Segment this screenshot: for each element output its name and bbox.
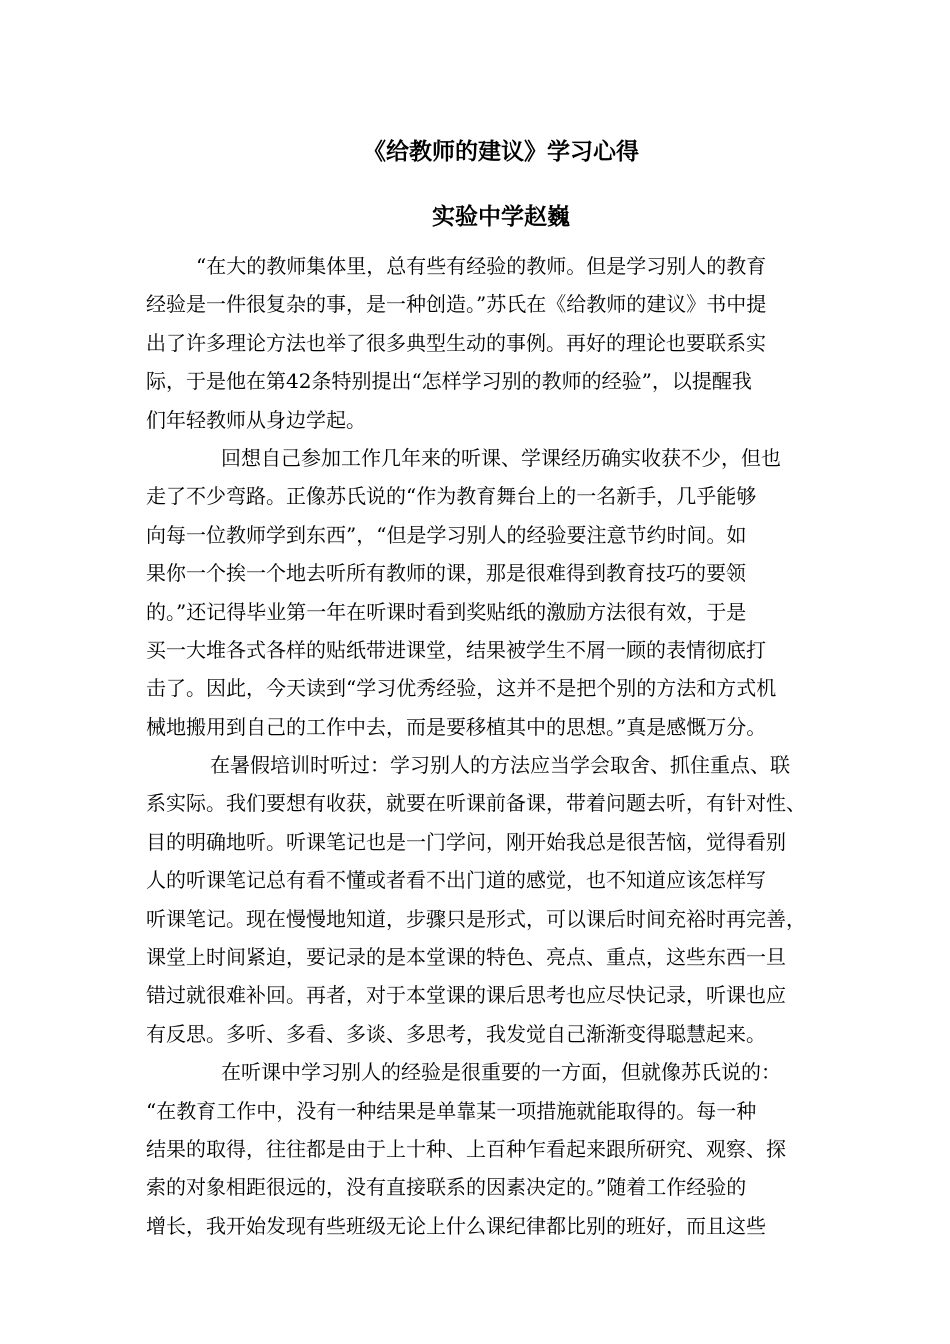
paragraph-2: [146, 439, 816, 746]
text-line: 买一大堆各式各样的贴纸带进课堂，结果被学生不屑一顾的表情彻底打: [146, 637, 766, 662]
text-line: 械地搬用到自己的工作中去，而是要移植其中的思想。”真是感慨万分。: [146, 714, 767, 739]
paragraph-3: [146, 746, 816, 1053]
document-title: 《给教师的建议》学习心得: [363, 139, 639, 165]
text-line: 索的对象相距很远的，没有直接联系的因素决定的。”随着工作经验的: [146, 1175, 747, 1200]
text-line: 出了许多理论方法也举了很多典型生动的事例。再好的理论也要联系实: [146, 330, 766, 355]
text-line: “在教育工作中，没有一种结果是单靠某一项措施就能取得的。每一种: [146, 1098, 757, 1123]
paragraph-1: [146, 247, 816, 439]
text-line: 的。”还记得毕业第一年在听课时看到奖贴纸的激励方法很有效，于是: [146, 599, 747, 624]
text-line: 经验是一件很复杂的事，是一种创造。”苏氏在《给教师的建议》书中提: [146, 292, 767, 317]
text-line: 在听课中学习别人的经验是很重要的一方面，但就像苏氏说的：: [221, 1060, 781, 1085]
text-line: 人的听课笔记总有看不懂或者看不出门道的感觉，也不知道应该怎样写: [146, 868, 766, 893]
text-line: 际，于是他在第42条特别提出“怎样学习别的教师的经验”，以提醒我: [146, 369, 752, 394]
text-line: 向每一位教师学到东西”，“但是学习别人的经验要注意节约时间。如: [146, 522, 747, 547]
text-line: 目的明确地听。听课笔记也是一门学问，刚开始我总是很苦恼，觉得看别: [146, 829, 786, 854]
text-line: 错过就很难补回。再者，对于本堂课的课后思考也应尽快记录，听课也应: [146, 983, 786, 1008]
text-line: 击了。因此，今天读到“学习优秀经验，这并不是把个别的方法和方式机: [146, 676, 777, 701]
text-line: 课堂上时间紧迫，要记录的是本堂课的特色、亮点、重点，这些东西一旦: [146, 945, 786, 970]
text-line: 走了不少弯路。正像苏氏说的“作为教育舞台上的一名新手，几乎能够: [146, 484, 757, 509]
text-line: 果你一个挨一个地去听所有教师的课，那是很难得到教育技巧的要领: [146, 561, 746, 586]
text-line: “在大的教师集体里，总有些有经验的教师。但是学习别人的教育: [196, 254, 767, 278]
document-author: 实验中学赵巍: [432, 204, 570, 230]
text-line: 回想自己参加工作几年来的听课、学课经历确实收获不少，但也: [221, 445, 781, 470]
text-line: 们年轻教师从身边学起。: [146, 407, 366, 432]
text-line: 系实际。我们要想有收获，就要在听课前备课，带着问题去听，有针对性、: [146, 791, 806, 816]
paragraph-4: [146, 1053, 816, 1245]
document-body: [146, 247, 816, 1245]
text-line: 听课笔记。现在慢慢地知道，步骤只是形式，可以课后时间充裕时再完善，: [146, 906, 806, 931]
text-line: 增长，我开始发现有些班级无论上什么课纪律都比别的班好，而且这些: [146, 1213, 766, 1238]
text-line: 结果的取得，往往都是由于上十种、上百种乍看起来跟所研究、观察、探: [146, 1136, 786, 1161]
text-line: 在暑假培训时听过：学习别人的方法应当学会取舍、抓住重点、联: [210, 753, 790, 778]
text-line: 有反思。多听、多看、多谈、多思考，我发觉自己渐渐变得聪慧起来。: [146, 1021, 766, 1046]
